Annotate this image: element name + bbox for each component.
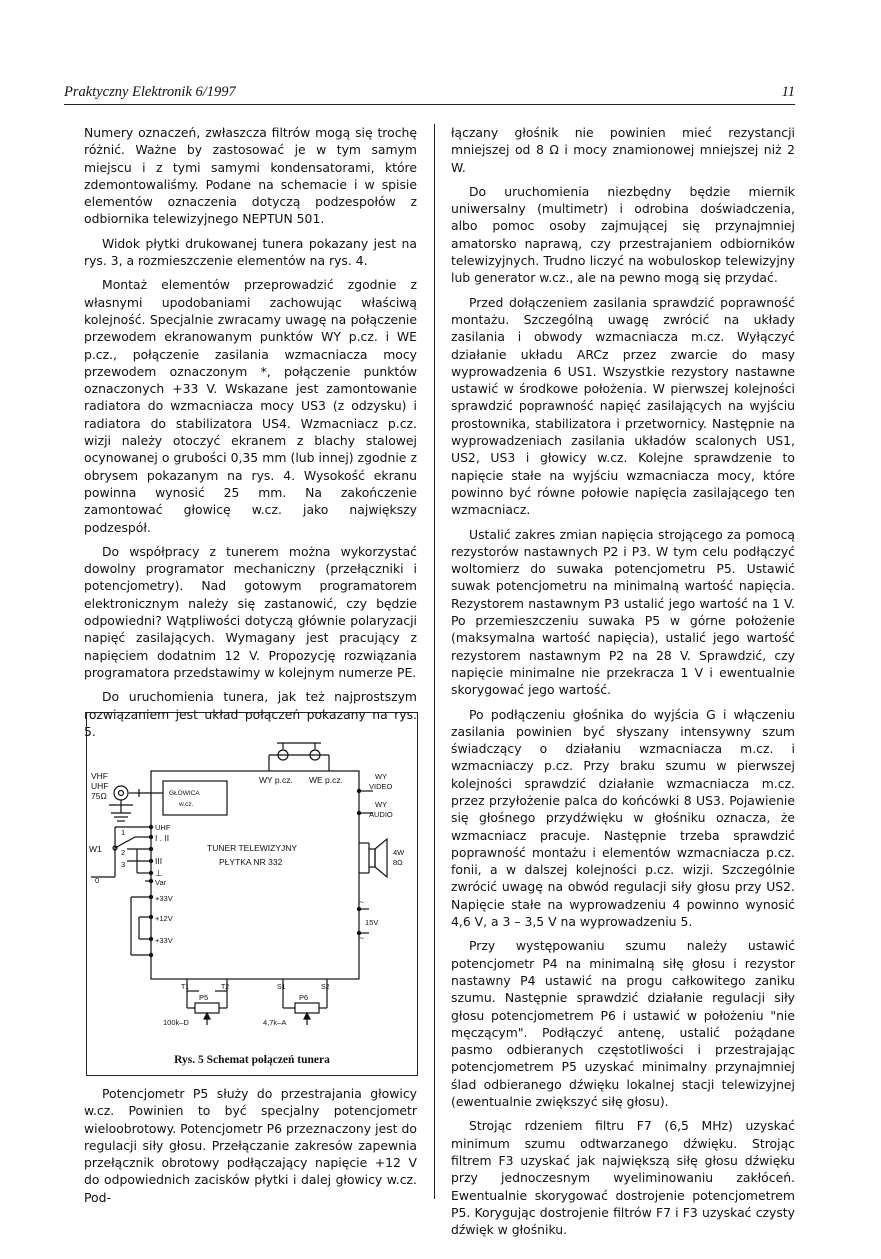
label-p5-value: 100k–D — [163, 1018, 189, 1027]
label-pin-band-3: III — [155, 856, 163, 866]
left-column — [84, 124, 417, 747]
label-glowica-wcz: w.cz. — [179, 801, 194, 808]
speaker-icon — [369, 849, 375, 867]
label-switch-pos-1: 1 — [121, 828, 126, 837]
label-tuner-title: TUNER TELEWIZYJNY — [207, 843, 298, 853]
potentiometer-p5-icon — [195, 1003, 219, 1013]
label-switch-pos-2: 2 — [121, 848, 126, 857]
label-ac-tilde-1: ~ — [359, 897, 364, 907]
label-t2: T2 — [221, 984, 230, 991]
page-number: 11 — [781, 84, 795, 100]
journal-title: Praktyczny Elektronik 6/1997 — [64, 84, 236, 100]
left-column-bottom — [84, 1085, 417, 1213]
label-impedance: 75Ω — [91, 791, 107, 801]
label-pin-12v: +12V — [155, 914, 173, 923]
paragraph: Przed dołączeniem zasilania sprawdzić poprawność montażu. Szczególną uwagę zwrócić na układy zasilania i obwody wzmacniacza m.cz. Wyłączyć działanie układu ARCz przez zwarcie do masy wyprowadzenia 6 US1. Wszystkie rezystory nastawne ustawić w środkowe położenia. W pierwszej kolejności sprawdzić poprawność napięć zasilających na wyjściu prostownika, stabilizatora i przetwornicy. Następnie na wyprowadzeniach zasilania układów scalonych US1, US2, US3 i głowicy w.cz. Kolejne sprawdzenie to napięcie stałe na wyjściu wzmacniacza mocy, które powinno być równe połowie napięcia zasilającego ten wzmacniacz. — [451, 294, 795, 518]
label-pin-var: Var — [155, 878, 167, 887]
label-speaker-power: 4W — [393, 848, 405, 857]
potentiometer-p6-icon — [295, 1003, 319, 1013]
glowica-box — [163, 781, 227, 815]
paragraph: Do współpracy z tunerem można wykorzystać dowolny programator mechaniczny (przełączniki i potencjometry). Nad gotowym programatorem elektronicznym należy się zastanowić, czy będzie odpowiedni? Wątpliwości dotyczą głównie polaryzacji napięć zasilających. Wymagany jest pracujący z napięciem dodatnim 12 V. Propozycję rozwiązania programatora przedstawimy w kolejnym numerze PE. — [84, 543, 417, 680]
label-wy-audio: WY — [375, 800, 388, 809]
paragraph: Ustalić zakres zmian napięcia strojącego za pomocą rezystorów nastawnych P2 i P3. W tym celu podłączyć woltomierz do suwaka potencjometru P5. Ustawić suwak potencjometru na minimalną wartość napięcia. Rezystorem nastawnym P3 ustalić jego wartość na 1 V. Po przemieszczeniu suwaka P5 w górne położenie (maksymalna wartość napięcia), ustalić jego wartość rezystorem nastawnym P2 na 28 V. Sprawdzić, czy napięcie minimalne nie przekracza 1 V i ewentualnie skorygować jego wartość. — [451, 526, 795, 698]
label-switch-pos-0: 0 — [95, 876, 100, 885]
label-t1: T1 — [181, 984, 190, 991]
label-vhf: VHF — [91, 771, 108, 781]
paragraph: Po podłączeniu głośnika do wyjścia G i włączeniu zasilania powinien być słyszany intensywny szum świadczący o działaniu wzmacniacza m.cz. i wzmacniaczy p.cz. Przy braku szumu w pierwszej kolejności sprawdzić działanie wzmacniacza m.cz. przez przyłożenie palca do końcówki 8 US3. Pojawienie się głośnego przydźwięku w głośniku oznacza, że wzmacniacz pracuje. Następnie trzeba sprawdzić poprawność montażu i elementów wzmacniacza p.cz. fonii, a w dalszej kolejności p.cz. wizji. Szczególnie zwrócić uwagę na obwód regulacji siły głosu przy US2. Napięcie stałe na wyprowadzeniu 4 powinno wynosić 4,6 V, a 3 – 3,5 V na wyprowadzeniu 5. — [451, 706, 795, 930]
label-glowica: GŁOWICA — [169, 790, 200, 797]
label-video: VIDEO — [369, 782, 393, 791]
paragraph: Do uruchomienia niezbędny będzie miernik uniwersalny (multimetr) i odrobina doświadczenia, albo pomoc osoby zajmującej się przynajmniej amatorsko naprawą, czy przestrajaniem odbiorników telewizyjnych. Trudno liczyć na wobuloskop telewizyjny lub generator w.cz., ale na pewno mogą się przydać. — [451, 183, 795, 286]
label-ac-15v: 15V — [365, 918, 379, 927]
label-p5: P5 — [199, 993, 209, 1002]
label-audio: AUDIO — [369, 810, 393, 819]
connection-diagram — [87, 713, 417, 1075]
paragraph: Widok płytki drukowanej tunera pokazany jest na rys. 3, a rozmieszczenie elementów na rys. 4. — [84, 235, 417, 269]
label-pin-ground: ⊥ — [155, 868, 163, 878]
paragraph: łączany głośnik nie powinien mieć rezystancji mniejszej od 8 Ω i mocy znamionowej mniejszej niż 2 W. — [451, 125, 795, 175]
paragraph: Montaż elementów przeprowadzić zgodnie z własnymi upodobaniami zachowując właściwą kolejność. Specjalnie zwracamy uwagę na połączenie przewodem ekranowanym punktów WY p.cz. i WE p.cz., połączenie zasilania wzmacniacza mocy przewodem oznaczonym *, połączenie punktów oznaczonych +33 V. Wskazane jest zamontowanie radiatora do wzmacniacza mocy US3 (z odzysku) i radiatora do stabilizatora US4. Wzmacniacz p.cz. wizji należy otoczyć ekranem z blachy stalowej ocynowanej o grubości 0,35 mm (lub innej) zgodnie z obrysem pokazanym na rys. 4. Wysokość ekranu powinna wynosić 25 mm. Na zakończenie zamontować głowicę w.cz. jako największy podzespół. — [84, 277, 417, 535]
label-s2: S2 — [321, 984, 330, 991]
label-tuner-board: PŁYTKA NR 332 — [219, 857, 283, 867]
label-pin-33v-2: +33V — [155, 936, 173, 945]
paragraph: Strojąc rdzeniem filtru F7 (6,5 MHz) uzyskać minimum szumu odtwarzanego dźwięku. Strojąc filtrem F3 uzyskać jak największą siłę głosu dźwięku przy jednoczesnym wyeliminowaniu zakłóceń. Ewentualnie skorygować dostrojenie potencjometrem P5. Korygując dostrojenie filtrów F7 i F3 uzyskać czysty dźwięk w głośniku. — [451, 1118, 795, 1238]
label-pin-band-1-2: I . II — [155, 833, 170, 843]
antenna-connector-icon — [114, 786, 128, 800]
paragraph: Numery oznaczeń, zwłaszcza filtrów mogą się trochę różnić. Ważne by zastosować je w tym samym miejscu i z tymi samymi kondensatorami, które zdemontowaliśmy. Podane na schemacie i w spisie elementów oznaczenia dotyczą podzespołów z odbiornika telewizyjnego NEPTUN 501. — [84, 125, 417, 227]
page-header — [64, 80, 795, 105]
figure-caption: Rys. 5 Schemat połączeń tunera — [174, 1054, 330, 1066]
label-wy-video: WY — [375, 772, 388, 781]
column-divider — [434, 124, 435, 1199]
label-uhf-in: UHF — [91, 781, 109, 791]
label-we-pcz: WE p.cz. — [309, 775, 344, 785]
paragraph: Potencjometr P5 służy do przestrajania głowicy w.cz. Powinien to być specjalny potencjometr wieloobrotowy. Potencjometr P6 przeznaczony jest do regulacji siły głosu. Przełączanie zakresów zapewnia przełącznik obrotowy podłączający napięcie +12 V do odpowiednich zacisków płytki i dalej głowicy w.cz. Pod- — [84, 1086, 417, 1205]
figure-5-schematic — [86, 712, 418, 1076]
label-p6-value: 4,7k–A — [263, 1018, 287, 1027]
label-p6: P6 — [299, 993, 309, 1002]
label-pin-uhf: UHF — [155, 823, 171, 832]
label-wy-pcz: WY p.cz. — [259, 775, 293, 785]
label-switch-pos-3: 3 — [121, 860, 126, 869]
label-ac-tilde-2: ~ — [359, 933, 364, 943]
paragraph: Do uruchomienia tunera, jak też najprostszym rozwiązaniem jest układ połączeń pokazany na rys. 5. — [84, 689, 417, 739]
label-speaker-impedance: 8Ω — [393, 858, 403, 867]
paragraph: Przy występowaniu szumu należy ustawić potencjometr P4 na minimalną siłę głosu i rezystor nastawny P4 ustawić na progu całkowitego zaniku szumu. Następnie sprawdzić działanie regulacji siły głosu potencjometrem P6 i ustawić w położeniu "nie męczącym". Podłączyć antenę, ustalić pożądane pasmo odbieranych częstotliwości i przestrajając potencjometrem P5 uzyskać minimalny przynajmniej ślad odbieranego dźwięku lokalnej stacji telewizyjnej (ewentualnie zwiększyć siłę głosu). — [451, 938, 795, 1110]
right-column — [451, 124, 795, 1245]
label-switch-w1: W1 — [89, 844, 102, 854]
label-s1: S1 — [277, 984, 286, 991]
label-pin-33v-1: +33V — [155, 894, 173, 903]
